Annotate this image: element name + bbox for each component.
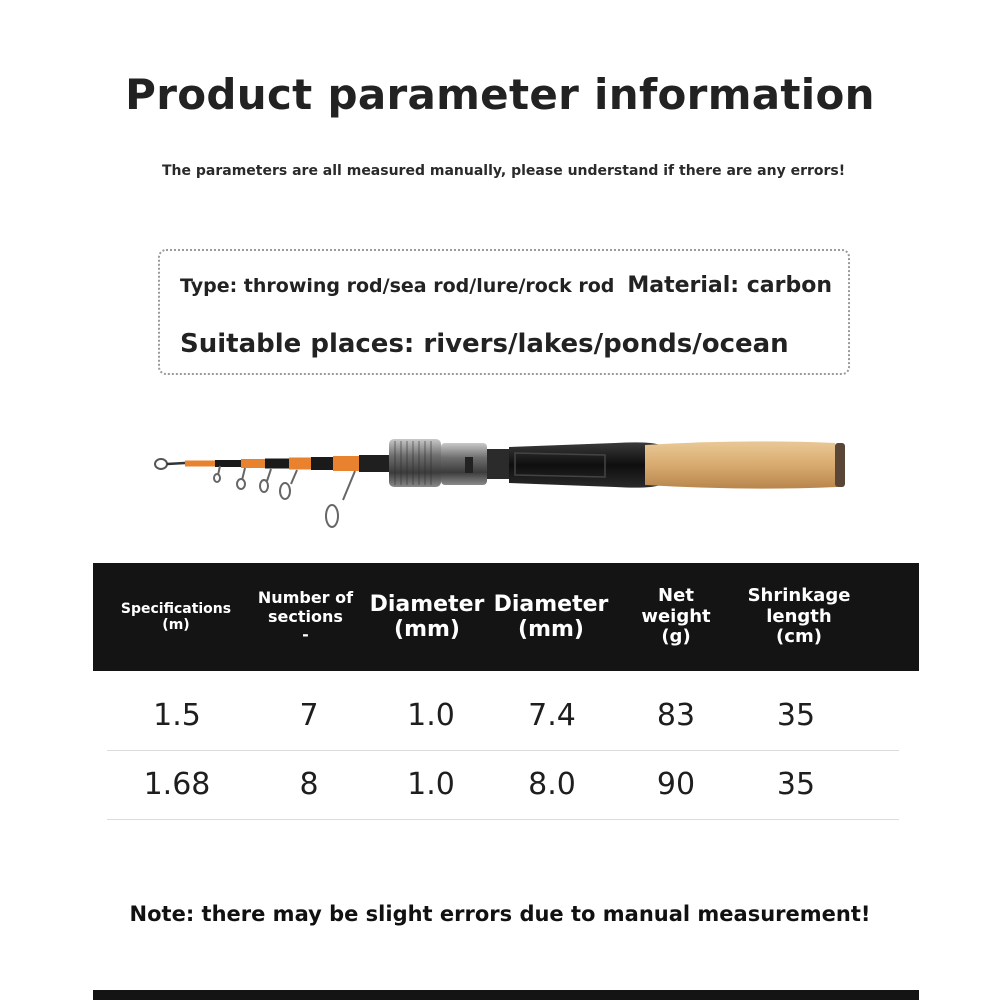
- rod-section: [185, 461, 215, 467]
- table-row: [107, 749, 899, 820]
- cell-net-weight: 83: [656, 697, 696, 733]
- material-text: Material: carbon: [627, 273, 832, 298]
- cell-shrinkage-length: 35: [776, 766, 816, 802]
- reel-seat-hood: [441, 443, 487, 485]
- header-diameter-1: Diameter (mm): [369, 591, 485, 642]
- page-title: Product parameter information: [125, 70, 875, 119]
- fishing-rod-image: [145, 425, 850, 540]
- cell-diameter-2: 7.4: [528, 697, 576, 733]
- rod-type-text: Type: throwing rod/sea rod/lure/rock rod: [180, 275, 615, 297]
- rod-section: [311, 457, 333, 470]
- rod-section: [215, 460, 241, 467]
- table-row: [107, 680, 899, 751]
- butt-cap: [835, 443, 845, 487]
- cell-diameter-1: 1.0: [407, 766, 455, 802]
- cell-sections: 8: [299, 766, 319, 802]
- cell-net-weight: 90: [656, 766, 696, 802]
- header-diameter-2: Diameter (mm): [493, 591, 609, 642]
- measurement-disclaimer: The parameters are all measured manually, please understand if there are any errors!: [162, 163, 846, 179]
- bottom-bar: [93, 990, 919, 1000]
- cell-specification: 1.68: [143, 766, 211, 802]
- reel-seat-body: [509, 442, 660, 487]
- rod-section: [265, 459, 289, 469]
- rod-section: [241, 459, 265, 468]
- cell-sections: 7: [299, 697, 319, 733]
- product-info-box: [158, 249, 850, 375]
- rod-section: [359, 455, 389, 472]
- measurement-note: Note: there may be slight errors due to manual measurement!: [129, 902, 871, 926]
- suitable-places-text: Suitable places: rivers/lakes/ponds/ocean: [180, 329, 789, 359]
- rod-section: [289, 458, 311, 470]
- cork-handle: [645, 441, 837, 488]
- cell-shrinkage-length: 35: [776, 697, 816, 733]
- spec-table-header: [93, 563, 919, 671]
- tip-guide: [155, 459, 167, 469]
- cell-diameter-1: 1.0: [407, 697, 455, 733]
- header-shrinkage-length: Shrinkage length (cm): [747, 584, 851, 648]
- header-number-of-sections: Number of sections -: [257, 588, 354, 645]
- cell-specification: 1.5: [153, 697, 201, 733]
- cell-diameter-2: 8.0: [528, 766, 576, 802]
- reel-seat-nut: [389, 439, 441, 487]
- header-net-weight: Net weight (g): [641, 584, 711, 648]
- rod-section: [333, 456, 359, 471]
- header-specifications: Specifications (m): [120, 600, 232, 633]
